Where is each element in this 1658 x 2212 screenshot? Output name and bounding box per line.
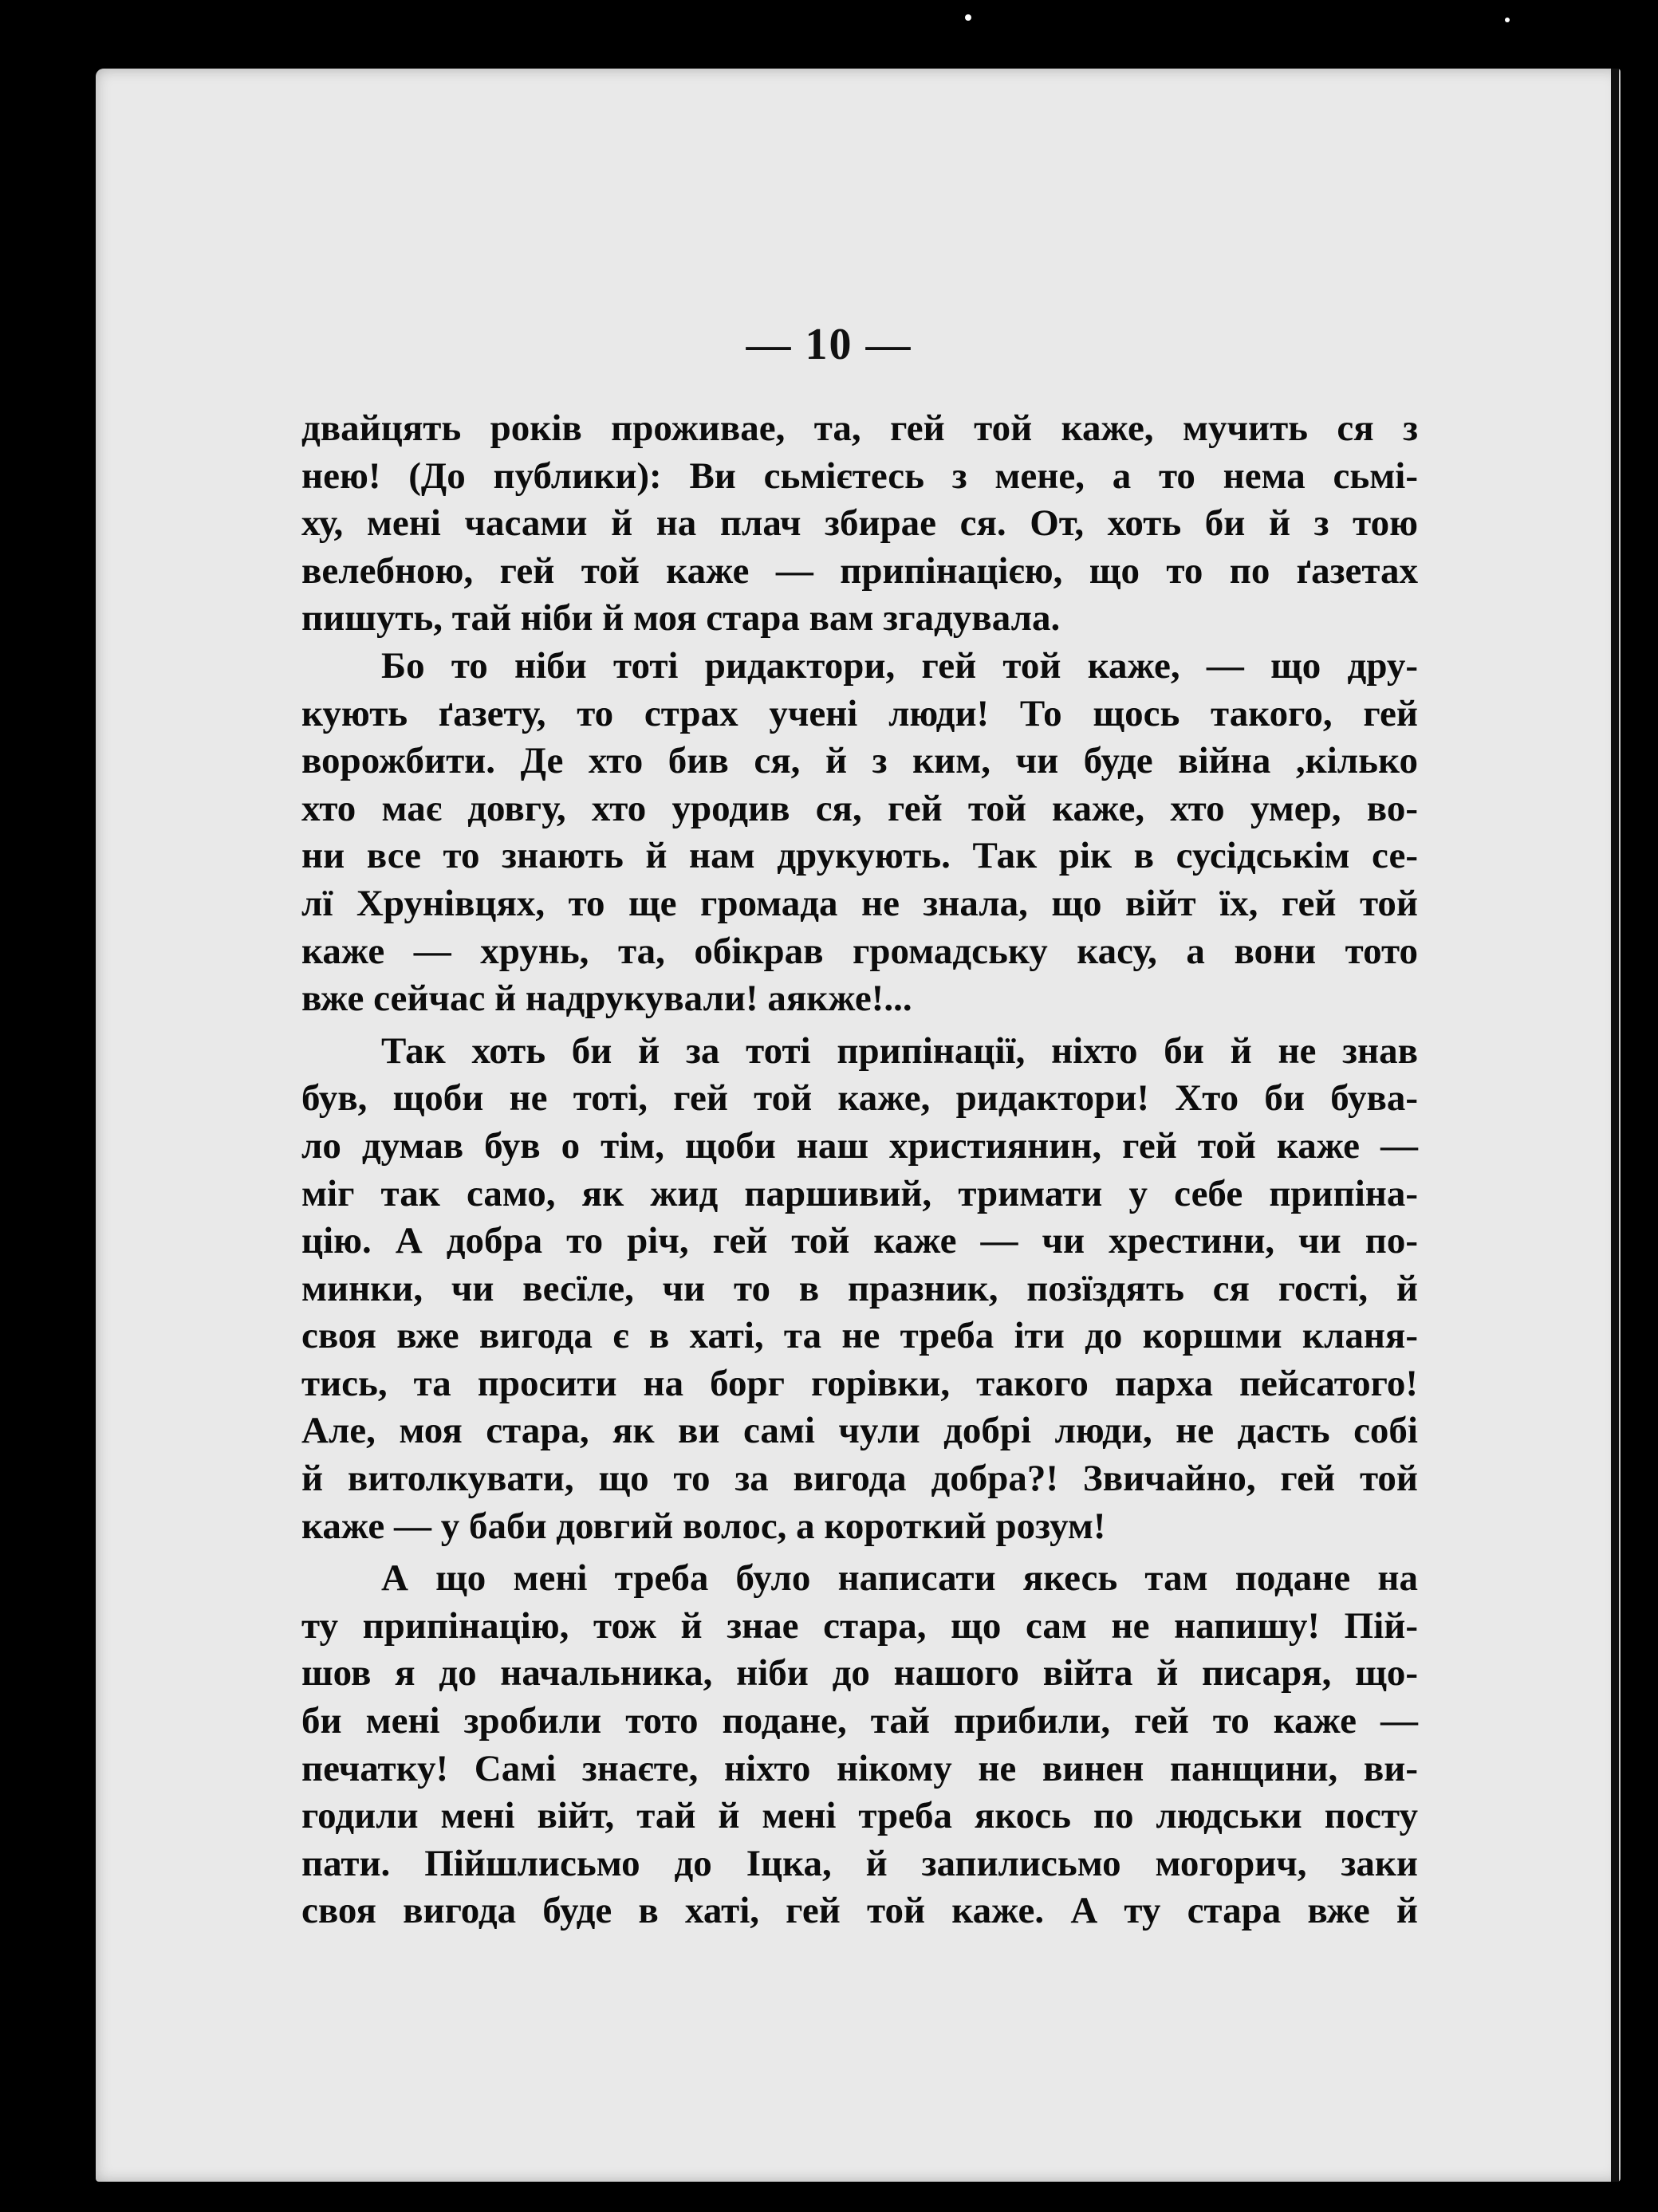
dust-speck — [1505, 18, 1510, 22]
text-line: й витолкувати, що то за вигода добра?! Звичайно, гей той — [301, 1458, 1418, 1500]
text-line: ворожбити. Де хто бив ся, й з ким, чи буде війна ,кілько — [301, 740, 1418, 782]
text-line: кують ґазету, то страх учені люди! То щось такого, гей — [301, 692, 1418, 734]
page-edge-shadow — [1611, 69, 1619, 2182]
text-line: А що мені треба було написати якесь там подане на — [381, 1557, 1418, 1600]
text-line: шов я до начальника, ніби до нашого війта й писаря, що- — [301, 1652, 1418, 1694]
text-line: своя вигода буде в хаті, гей той каже. А ту стара вже й — [301, 1890, 1418, 1932]
text-line: ни все то знають й нам друкують. Так рік в сусідськім се- — [301, 835, 1418, 877]
text-line: би мені зробили тото подане, тай прибили, гей то каже — — [301, 1700, 1418, 1742]
text-line: вже сейчас й надрукували! аякже!... — [301, 978, 912, 1020]
text-line: пати. Пійшлисьмо до Іцка, й запилисьмо могорич, заки — [301, 1842, 1418, 1884]
text-line: каже — хрунь, та, обікрав громадську касу, а вони тото — [301, 930, 1418, 972]
body-text — [301, 405, 1418, 1935]
text-line: годили мені війт, тай й мені треба якось по людськи посту — [301, 1795, 1418, 1837]
text-line: хто має довгу, хто уродив ся, гей той каже, хто умер, во- — [301, 787, 1418, 829]
text-line: печатку! Самі знаєте, ніхто нікому не винен панщини, ви- — [301, 1747, 1418, 1789]
text-line: ту припінацію, тож й знае стара, що сам не напишу! Пій- — [301, 1604, 1418, 1647]
text-line: був, щоби не тоті, гей той каже, ридактори! Хто би бува- — [301, 1077, 1418, 1120]
text-line: лї Хрунівцях, то ще громада не знала, що війт їх, гей той — [301, 882, 1418, 924]
page-number: — 10 — — [746, 320, 912, 369]
text-line: минки, чи весїле, чи то в празник, позїздять ся гості, й — [301, 1267, 1418, 1309]
dust-speck — [965, 14, 971, 21]
text-line: велебною, гей той каже — припінацією, що то по ґазетах — [301, 549, 1418, 592]
text-line: пишуть, тай ніби й моя стара вам згадувала. — [301, 597, 1061, 640]
text-line: своя вже вигода є в хаті, та не треба іти до коршми кланя- — [301, 1315, 1418, 1357]
text-line: Так хоть би й за тоті припінації, ніхто би й не знав — [381, 1029, 1418, 1072]
text-line: Бо то ніби тоті ридактори, гей той каже, — що дру- — [381, 644, 1418, 687]
text-line: двайцять років проживае, та, гей той каже, мучить ся з — [301, 407, 1418, 449]
text-line: ху, мені часами й на плач збирае ся. От, хоть би й з тою — [301, 502, 1418, 545]
text-line: нею! (До публики): Ви сьмієтесь з мене, а то нема сьмі- — [301, 455, 1418, 497]
text-line: цію. А добра то річ, гей той каже — чи хрестини, чи по- — [301, 1220, 1418, 1262]
text-line: міг так само, як жид паршивий, тримати у себе припіна- — [301, 1172, 1418, 1214]
text-line: Але, моя стара, як ви самі чули добрі люди, не дасть собі — [301, 1410, 1418, 1452]
text-line: тись, та просити на борг горівки, такого парха пейсатого! — [301, 1362, 1418, 1404]
text-line: ло думав був о тім, щоби наш християнин, гей той каже — — [301, 1124, 1418, 1167]
text-line: каже — у баби довгий волос, а короткий розум! — [301, 1505, 1106, 1547]
